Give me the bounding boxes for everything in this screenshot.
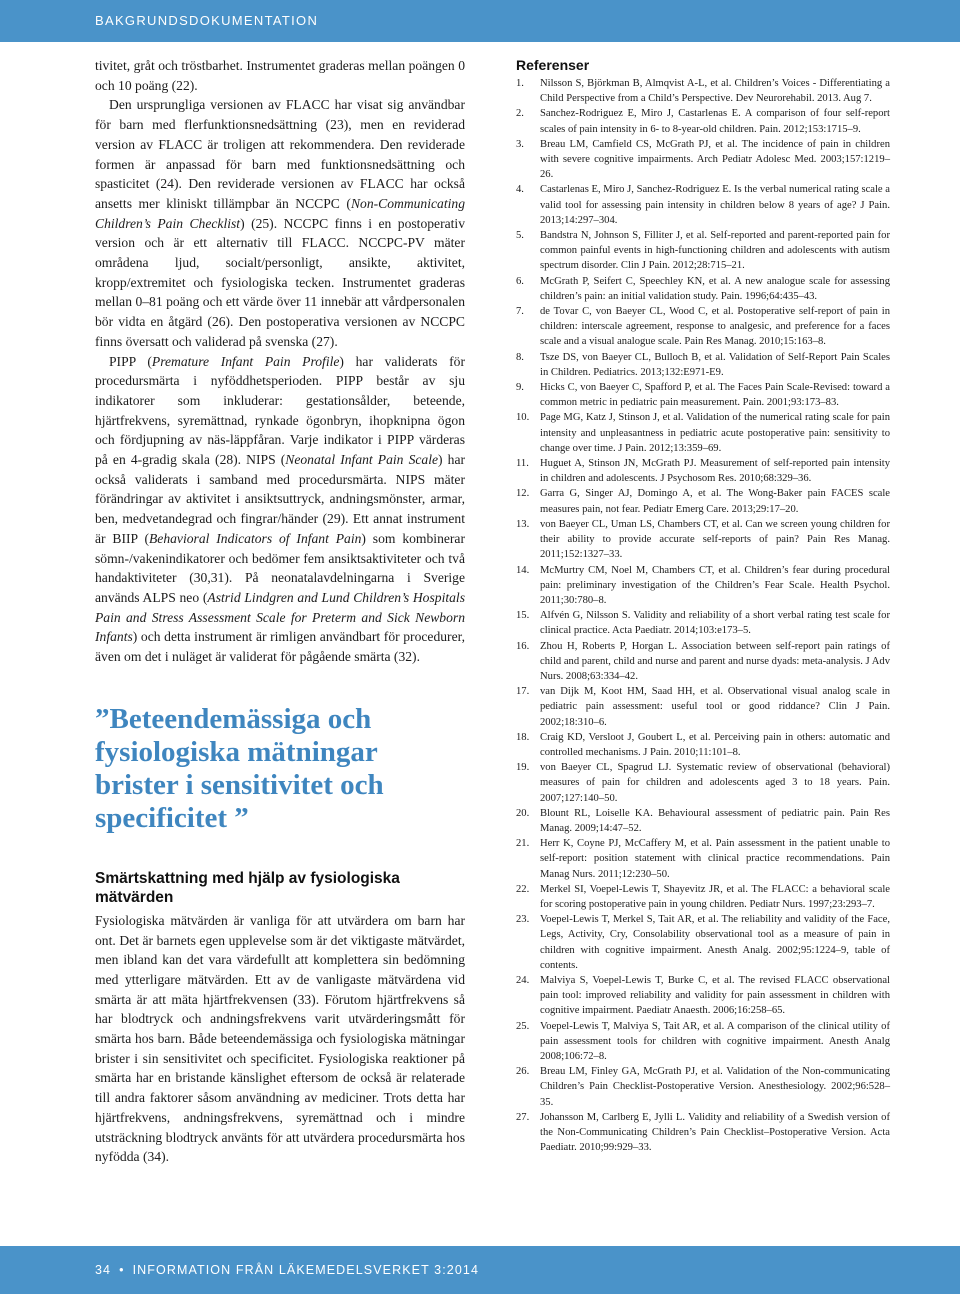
reference-text: Nilsson S, Björkman B, Almqvist A-L, et al. Children’s Voices - Differentiating a Child Perspective from a Child’s Perspective. Dev Neurorehabil. 2013. Aug 7. bbox=[540, 78, 890, 105]
reference-item bbox=[516, 684, 890, 730]
left-column bbox=[95, 56, 465, 1167]
reference-number: 24. bbox=[516, 974, 530, 986]
reference-item bbox=[516, 836, 890, 882]
paragraph-4: Fysiologiska mätvärden är vanliga för att utvärdera om barn har ont. Det är barnets egen upplevelse som är det viktigaste mätvärdet, men ibland kan det vara värdefullt att komplettera sin bedömning med ytterligare mätvärden. Ett av de vanligaste mätvärdena vid smärta är att mäta hjärtfrekvensen (33). Förutom hjärtfrekvens så har blodtryck och andningsfrekvens varit utvärderingsmått för smärta hos barn. Både beteendemässiga och fysiologiska mätningar brister i sin sensitivitet och specificitet. Fysiologiska reaktioner på smärta har en bristande känslighet eftersom de också är relaterade till andra faktorer såsom användning av mediciner. Trots detta har hjärtfrekvens, andningsfrekvens, syremättnad och i mindre utsträckning blodtryck använts för att utvärdera procedursmärta hos nyfödda (34). bbox=[95, 912, 465, 1165]
reference-list bbox=[516, 76, 890, 1155]
reference-text: Breau LM, Finley GA, McGrath PJ, et al. Validation of the Non-communicating Children’s Pain Checklist-Postoperative Version. Anesthesiology. 2002;96:528–35. bbox=[540, 1066, 890, 1108]
reference-item bbox=[516, 486, 890, 516]
reference-number: 23. bbox=[516, 914, 530, 926]
reference-number: 14. bbox=[516, 564, 530, 576]
reference-text: McGrath P, Seifert C, Speechley KN, et al. A new analogue scale for assessing children’s pain: an initial validation study. Pain. 1996;64:435–43. bbox=[540, 275, 890, 302]
reference-number: 27. bbox=[516, 1111, 530, 1123]
reference-text: Craig KD, Versloot J, Goubert L, et al. Perceiving pain in others: automatic and controlled mechanisms. J Pain. 2010;11:101–8. bbox=[540, 731, 890, 758]
reference-item bbox=[516, 76, 890, 106]
footer-banner bbox=[0, 1246, 960, 1294]
paragraph-2-text-b: ) (25). NCCPC finns i en postoperativ version och är ett alternativ till FLACC. NCCPC-PV mäter områdena ljud, socialt/personligt, ansikte, aktivitet, kropp/extremitet och fysiologiska tecken. Instrumentet graderas mellan 0–81 poäng och ett värde över 11 innebär att vårdpersonalen bör vidta en åtgärd (26). Den postoperativa versionen av NCCPC finns översatt och validerad på svenska (27). bbox=[95, 215, 465, 349]
reference-text: Voepel-Lewis T, Malviya S, Tait AR, et al. A comparison of the clinical utility of pain assessment tools for children with cognitive impairment. Anesth Analg 2008;106:72–8. bbox=[540, 1020, 890, 1062]
reference-number: 2. bbox=[516, 108, 524, 120]
reference-text: Sanchez-Rodriguez E, Miro J, Castarlenas E. A comparison of four self-report scales of pain intensity in 6- to 8-year-old children. Pain. 2012;153:1715–9. bbox=[540, 108, 890, 135]
paragraph-3-text-a: PIPP ( bbox=[109, 353, 152, 369]
paragraph-3-emphasis-2: Neonatal Infant Pain Scale bbox=[285, 452, 439, 468]
reference-item bbox=[516, 912, 890, 973]
reference-number: 12. bbox=[516, 488, 530, 500]
reference-item bbox=[516, 456, 890, 486]
reference-number: 5. bbox=[516, 230, 524, 242]
pull-quote bbox=[95, 703, 465, 835]
reference-number: 20. bbox=[516, 807, 530, 819]
reference-number: 4. bbox=[516, 184, 524, 196]
paragraph-2-emphasis: Non-Communicating Children’s Pain Checklist bbox=[95, 195, 465, 231]
reference-text: Huguet A, Stinson JN, McGrath PJ. Measurement of self-reported pain intensity in children and adolescents. J Psychosom Res. 2010;68:329–36. bbox=[540, 458, 890, 485]
footer-separator: • bbox=[119, 1263, 125, 1277]
reference-item bbox=[516, 806, 890, 836]
paragraph-3 bbox=[95, 352, 465, 667]
reference-text: Breau LM, Camfield CS, McGrath PJ, et al. The incidence of pain in children with severe cognitive impairments. Arch Pediatr Adolesc Med. 2003;157:1219–26. bbox=[540, 138, 890, 181]
reference-item bbox=[516, 380, 890, 410]
footer-text bbox=[95, 1263, 479, 1277]
reference-number: 21. bbox=[516, 838, 530, 850]
reference-number: 10. bbox=[516, 412, 530, 424]
paragraph-3-emphasis-1: Premature Infant Pain Profile bbox=[151, 353, 340, 369]
reference-text: von Baeyer CL, Spagrud LJ. Systematic review of observational (behavioral) measures of pain for children and adolescents aged 3 to 18 years. Pain. 2007;127:140–50. bbox=[540, 762, 890, 804]
top-banner bbox=[0, 0, 960, 42]
reference-text: Bandstra N, Johnson S, Filliter J, et al. Self-reported and parent-reported pain for common painful events in high-functioning children and adolescents with autism spectrum disorder. Clin J Pain. 2012;28:715–21. bbox=[540, 230, 890, 272]
reference-text: Castarlenas E, Miro J, Sanchez-Rodriguez E. Is the verbal numerical rating scale a valid tool for assessing pain intensity in children below 8 years of age? J Pain. 2013;14:297–304. bbox=[540, 184, 890, 226]
reference-item bbox=[516, 608, 890, 638]
reference-number: 13. bbox=[516, 518, 530, 530]
reference-text: Garra G, Singer AJ, Domingo A, et al. The Wong-Baker pain FACES scale measures pain, not fear. Pediatr Emerg Care. 2013;29:17–20. bbox=[540, 488, 890, 515]
reference-text: Merkel SI, Voepel-Lewis T, Shayevitz JR, et al. The FLACC: a behavioral scale for scoring postoperative pain in young children. Pediatr Nurs. 1997;23:293–7. bbox=[540, 883, 890, 910]
reference-text: Alfvén G, Nilsson S. Validity and reliability of a short verbal rating test scale for clinical practice. Acta Paediatr. 2014;103:e173–5. bbox=[540, 610, 890, 637]
reference-item bbox=[516, 730, 890, 760]
reference-item bbox=[516, 882, 890, 912]
reference-text: Johansson M, Carlberg E, Jylli L. Validity and reliability of a Swedish version of the Non-Communicating Children’s Pain Checklist–Postoperative Version. Acta Paediatr. 2010;99:929–33. bbox=[540, 1111, 890, 1154]
reference-number: 3. bbox=[516, 138, 524, 150]
reference-number: 6. bbox=[516, 275, 524, 287]
reference-item bbox=[516, 274, 890, 304]
paragraph-3-text-b: ) har validerats för procedursmärta i nyföddhetsperioden. PIPP består av sju indikatorer som inkluderar: gestationsålder, beteende, hjärtfrekvens, syremättnad, rynkade ögonbryn, ihopknipna ögon och fördjupning av näs-läppfåran. Varje indikator i PIPP värderas på en 4-gradig skala (28). NIPS ( bbox=[95, 353, 465, 468]
reference-item bbox=[516, 563, 890, 609]
reference-text: de Tovar C, von Baeyer CL, Wood C, et al. Postoperative self-report of pain in children: interscale agreement, response to analgesic, and preference for a faces scale and a visual analogue scale. Pain Res Manag. 2010;15:163–8. bbox=[540, 306, 890, 348]
page-number: 34 bbox=[95, 1263, 112, 1277]
reference-item bbox=[516, 350, 890, 380]
reference-item bbox=[516, 106, 890, 136]
reference-item bbox=[516, 1064, 890, 1110]
reference-item bbox=[516, 639, 890, 685]
pull-quote-text: Beteendemässiga och fysiologiska mätningar brister i sensitivitet och specificitet bbox=[95, 702, 384, 834]
references-column bbox=[516, 56, 890, 1155]
paragraph-1: tivitet, gråt och tröstbarhet. Instrumentet graderas mellan poängen 0 och 10 poäng (22). bbox=[95, 58, 465, 93]
references-heading: Referenser bbox=[516, 57, 590, 73]
reference-text: van Dijk M, Koot HM, Saad HH, et al. Observational visual analog scale in pediatric pain assessment: useful tool or good riddance? Clin J Pain. 2002;18:310–6. bbox=[540, 686, 890, 728]
reference-text: Zhou H, Roberts P, Horgan L. Association between self-report pain ratings of child and parent, child and nurse and parent and nurse dyads: meta-analysis. J Adv Nurs. 2008;63:334–42. bbox=[540, 640, 890, 682]
reference-item bbox=[516, 760, 890, 806]
reference-number: 8. bbox=[516, 351, 524, 363]
reference-number: 22. bbox=[516, 883, 530, 895]
reference-item bbox=[516, 1110, 890, 1156]
section-label: BAKGRUNDSDOKUMENTATION bbox=[95, 13, 319, 28]
paragraph-3-text-e: ) och detta instrument är rimligen användbart för procedurer, även om det i nuläget är validerat för pågående smärta (32). bbox=[95, 629, 465, 665]
reference-number: 15. bbox=[516, 610, 530, 622]
reference-text: Tsze DS, von Baeyer CL, Bulloch B, et al. Validation of Self-Report Pain Scales in Children. Pediatrics. 2013;132:E971-E9. bbox=[540, 351, 890, 378]
reference-number: 16. bbox=[516, 640, 530, 652]
reference-number: 7. bbox=[516, 306, 524, 318]
reference-text: Voepel-Lewis T, Merkel S, Tait AR, et al. The reliability and validity of the Face, Legs, Activity, Cry, Consolability observational tool as a measure of pain in children with cognitive impairment. Anesth Analg. 2002;95:1224–9, table of contents. bbox=[540, 914, 890, 971]
reference-item bbox=[516, 410, 890, 456]
paragraph-3-text-d: ) som kombinerar sömn-/vakenindikatorer och bedömer fem ansiktsaktiviteter och två handaktiviteter (30,31). På neonatalavdelningarna i Sverige används ALPS neo ( bbox=[95, 530, 465, 605]
pull-quote-open-mark: ” bbox=[95, 702, 110, 735]
paragraph-3-emphasis-3: Behavioral Indicators of Infant Pain bbox=[148, 530, 362, 546]
reference-text: von Baeyer CL, Uman LS, Chambers CT, et al. Can we screen young children for their ability to provide accurate self-reports of pain? Pain Res Manag. 2011;152:1327–33. bbox=[540, 518, 890, 561]
pull-quote-close-mark: ” bbox=[234, 801, 249, 834]
reference-number: 11. bbox=[516, 458, 529, 470]
reference-text: McMurtry CM, Noel M, Chambers CT, et al. Children’s fear during procedural pain: preliminary investigation of the Children’s Fear Scale. Health Psychol. 2011;30:780–8. bbox=[540, 564, 890, 606]
paragraph-3-emphasis-4: Astrid Lindgren and Lund Children’s Hospitals Pain and Stress Assessment Scale for Preterm and Sick Newborn Infants bbox=[95, 589, 465, 645]
reference-number: 9. bbox=[516, 382, 524, 394]
reference-item bbox=[516, 182, 890, 228]
reference-item bbox=[516, 304, 890, 350]
paragraph-2 bbox=[95, 95, 465, 351]
reference-number: 18. bbox=[516, 731, 530, 743]
reference-item bbox=[516, 228, 890, 274]
reference-text: Malviya S, Voepel-Lewis T, Burke C, et al. The revised FLACC observational pain tool: improved reliability and validity for pain assessment in children with cognitive impairment. Paediatr Anaesth. 2006;16:258–65. bbox=[540, 974, 890, 1017]
reference-item bbox=[516, 517, 890, 563]
reference-item bbox=[516, 973, 890, 1019]
section-subheading: Smärtskattning med hjälp av fysiologiska mätvärden bbox=[95, 869, 400, 906]
reference-text: Blount RL, Loiselle KA. Behavioural assessment of pediatric pain. Pain Res Manag. 2009;14:47–52. bbox=[540, 807, 890, 834]
reference-number: 19. bbox=[516, 762, 530, 774]
reference-number: 1. bbox=[516, 78, 524, 89]
reference-item bbox=[516, 1019, 890, 1065]
reference-number: 26. bbox=[516, 1066, 530, 1078]
reference-text: Page MG, Katz J, Stinson J, et al. Validation of the numerical rating scale for pain intensity and unpleasantness in pediatric acute postoperative pain: sensitivity to change over time. J Pain. 2012;13:359–69. bbox=[540, 412, 890, 454]
reference-number: 17. bbox=[516, 686, 530, 698]
reference-text: Herr K, Coyne PJ, McCaffery M, et al. Pain assessment in the patient unable to self-report: position statement with clinical practice recommendations. Pain Manag Nurs. 2011;12:230–50. bbox=[540, 838, 890, 880]
reference-text: Hicks C, von Baeyer C, Spafford P, et al. The Faces Pain Scale-Revised: toward a common metric in pediatric pain measurement. Pain. 2001;93:173–83. bbox=[540, 382, 890, 409]
reference-item bbox=[516, 137, 890, 183]
reference-number: 25. bbox=[516, 1020, 530, 1032]
paragraph-3-text-c: ) har också validerats i samband med procedursmärta. NIPS mäter förändringar av aktivitet i ansiktsuttryck, andningsmönster, armar, ben, medvetandegrad och fingrar/händer (29). Ett annat instrument är BIIP ( bbox=[95, 452, 465, 546]
paragraph-2-text-a: Den ursprungliga versionen av FLACC har visat sig användbar för barn med flerfunktionsnedsättning (23), men en reviderad version av FLACC är troligen att rekommendera. Den reviderade formen är anpassad för barn med funktionsnedsättning och spasticitet (24). Den reviderade versionen av FLACC har också ansetts mer kliniskt tillämpbar än NCCPC ( bbox=[95, 97, 465, 211]
publication-name: INFORMATION FRÅN LÄKEMEDELSVERKET 3:2014 bbox=[132, 1263, 479, 1277]
